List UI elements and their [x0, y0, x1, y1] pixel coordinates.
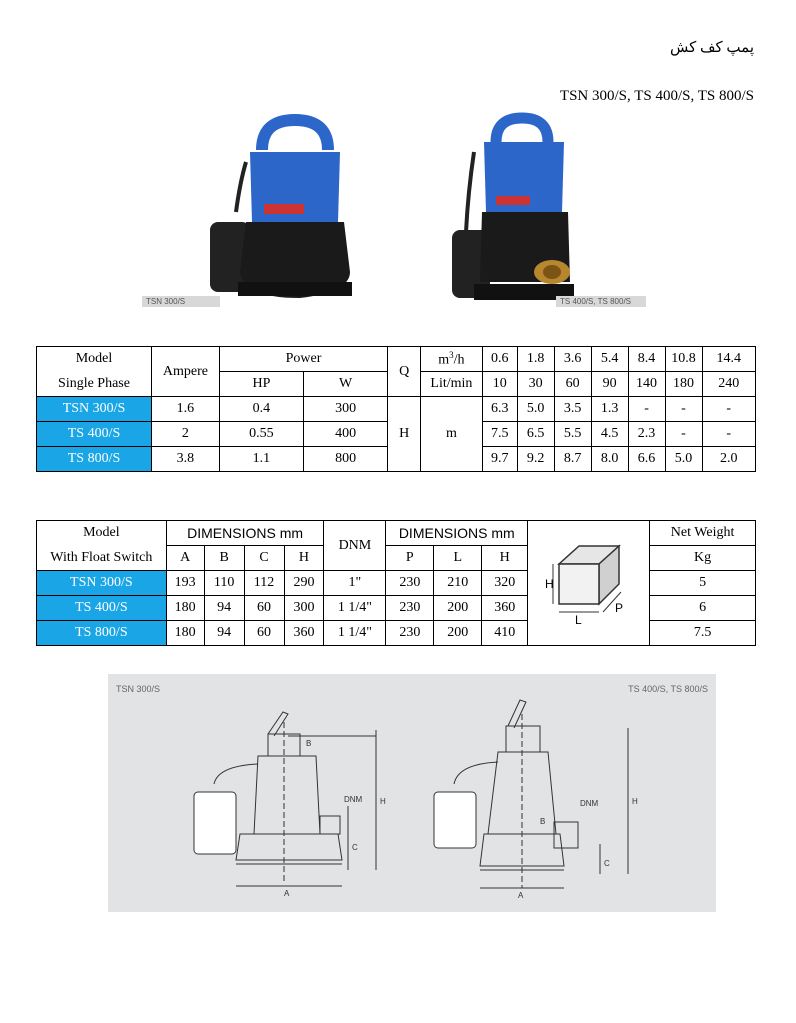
ampere-cell: 2	[152, 422, 220, 447]
m-label: m	[421, 397, 483, 472]
p-cell: 230	[386, 621, 434, 646]
col-c: C	[244, 546, 284, 571]
pump-drawings	[108, 674, 716, 912]
head-cell: 9.2	[517, 447, 554, 472]
performance-table	[36, 346, 756, 472]
pump-photo-ts400-800	[444, 112, 614, 312]
head-cell: 8.0	[591, 447, 628, 472]
flow-m3h: 14.4	[702, 347, 756, 372]
head-cell: 5.0	[665, 447, 702, 472]
head-cell: 7.5	[482, 422, 517, 447]
w-cell: 300	[304, 397, 388, 422]
head-cell: -	[628, 397, 665, 422]
head-cell: 5.5	[554, 422, 591, 447]
dim-c-label: C	[352, 843, 358, 852]
flow-litmin: 90	[591, 372, 628, 397]
b-cell: 94	[204, 621, 244, 646]
hp-header: HP	[219, 372, 303, 397]
power-header: Power	[219, 347, 387, 372]
w-header: W	[304, 372, 388, 397]
model-cell: TS 400/S	[37, 596, 167, 621]
kg-cell: 6	[650, 596, 756, 621]
l-cell: 210	[434, 571, 482, 596]
dnm-cell: 1"	[324, 571, 386, 596]
dnm-cell: 1 1/4"	[324, 621, 386, 646]
p-cell: 230	[386, 596, 434, 621]
head-cell: 8.7	[554, 447, 591, 472]
table-row	[37, 397, 756, 422]
h2-cell: 320	[482, 571, 528, 596]
dimensions-table	[36, 520, 756, 646]
head-cell: 9.7	[482, 447, 517, 472]
drawing-caption-right: TS 400/S, TS 800/S	[628, 684, 708, 694]
dim-dnm-label: DNM	[580, 799, 599, 808]
float-switch-header: With Float Switch	[37, 546, 167, 571]
flow-m3h: 1.8	[517, 347, 554, 372]
p-cell: 230	[386, 571, 434, 596]
head-cell: 2.3	[628, 422, 665, 447]
flow-m3h: 10.8	[665, 347, 702, 372]
c-cell: 112	[244, 571, 284, 596]
flow-m3h: 5.4	[591, 347, 628, 372]
models-heading: TSN 300/S, TS 400/S, TS 800/S	[559, 88, 754, 104]
hp-cell: 0.55	[219, 422, 303, 447]
flow-litmin: 240	[702, 372, 756, 397]
litmin-unit: Lit/min	[421, 372, 483, 397]
ampere-cell: 3.8	[152, 447, 220, 472]
box-h-label: H	[544, 576, 554, 591]
pump-photo-tsn300	[200, 112, 360, 312]
model-cell: TS 800/S	[37, 447, 152, 472]
net-weight-header: Net Weight	[650, 521, 756, 546]
kg-cell: 5	[650, 571, 756, 596]
l-cell: 200	[434, 621, 482, 646]
h2-cell: 410	[482, 621, 528, 646]
flow-litmin: 30	[517, 372, 554, 397]
photo-caption-right: TS 400/S, TS 800/S	[556, 296, 646, 307]
ampere-cell: 1.6	[152, 397, 220, 422]
flow-litmin: 10	[482, 372, 517, 397]
ampere-header: Ampere	[152, 347, 220, 397]
dim-a-label: A	[518, 891, 524, 900]
hp-cell: 0.4	[219, 397, 303, 422]
col-p: P	[386, 546, 434, 571]
col-a: A	[166, 546, 204, 571]
hp-cell: 1.1	[219, 447, 303, 472]
phase-header: Single Phase	[37, 372, 152, 397]
dnm-header: DNM	[324, 521, 386, 571]
box-diagram	[528, 521, 650, 646]
head-cell: -	[665, 397, 702, 422]
h-cell: 300	[284, 596, 324, 621]
pack-dimensions-header: DIMENSIONS mm	[386, 521, 528, 546]
dim-b-label: B	[540, 817, 546, 826]
head-cell: 6.3	[482, 397, 517, 422]
model-cell: TSN 300/S	[37, 571, 167, 596]
dim-a-label: A	[284, 889, 290, 898]
h-cell: 360	[284, 621, 324, 646]
flow-litmin: 140	[628, 372, 665, 397]
dnm-cell: 1 1/4"	[324, 596, 386, 621]
page-title: پمپ کف کش	[669, 40, 754, 56]
model-cell: TS 400/S	[37, 422, 152, 447]
head-cell: -	[702, 422, 756, 447]
dim-b-label: B	[306, 739, 312, 748]
box-p-label: P	[614, 600, 623, 615]
head-cell: 2.0	[702, 447, 756, 472]
head-cell: 6.5	[517, 422, 554, 447]
technical-drawings	[108, 674, 716, 912]
a-cell: 193	[166, 571, 204, 596]
b-cell: 94	[204, 596, 244, 621]
m3h-unit: $m^3/h$	[421, 347, 483, 372]
dim-h-label: H	[380, 797, 386, 806]
head-cell: 3.5	[554, 397, 591, 422]
flow-m3h: 0.6	[482, 347, 517, 372]
photo-caption-left: TSN 300/S	[142, 296, 220, 307]
dim-dnm-label: DNM	[344, 795, 363, 804]
kg-cell: 7.5	[650, 621, 756, 646]
flow-m3h: 3.6	[554, 347, 591, 372]
a-cell: 180	[166, 621, 204, 646]
box-l-label: L	[574, 612, 582, 627]
model-header: Model	[37, 347, 152, 372]
head-cell: 1.3	[591, 397, 628, 422]
col-h: H	[284, 546, 324, 571]
kg-header: Kg	[650, 546, 756, 571]
col-h2: H	[482, 546, 528, 571]
model-cell: TS 800/S	[37, 621, 167, 646]
head-cell: 5.0	[517, 397, 554, 422]
q-header: Q	[388, 347, 421, 397]
a-cell: 180	[166, 596, 204, 621]
c-cell: 60	[244, 621, 284, 646]
head-cell: -	[665, 422, 702, 447]
w-cell: 400	[304, 422, 388, 447]
h-cell: 290	[284, 571, 324, 596]
flow-litmin: 60	[554, 372, 591, 397]
flow-m3h: 8.4	[628, 347, 665, 372]
head-cell: -	[702, 397, 756, 422]
drawing-caption-left: TSN 300/S	[116, 684, 161, 694]
dim-c-label: C	[604, 859, 610, 868]
head-cell: 6.6	[628, 447, 665, 472]
col-b: B	[204, 546, 244, 571]
h2-cell: 360	[482, 596, 528, 621]
l-cell: 200	[434, 596, 482, 621]
head-cell: 4.5	[591, 422, 628, 447]
c-cell: 60	[244, 596, 284, 621]
b-cell: 110	[204, 571, 244, 596]
model-header: Model	[37, 521, 167, 546]
col-l: L	[434, 546, 482, 571]
h-label: H	[388, 397, 421, 472]
w-cell: 800	[304, 447, 388, 472]
dim-h-label: H	[632, 797, 638, 806]
dimensions-header: DIMENSIONS mm	[166, 521, 324, 546]
model-cell: TSN 300/S	[37, 397, 152, 422]
flow-litmin: 180	[665, 372, 702, 397]
